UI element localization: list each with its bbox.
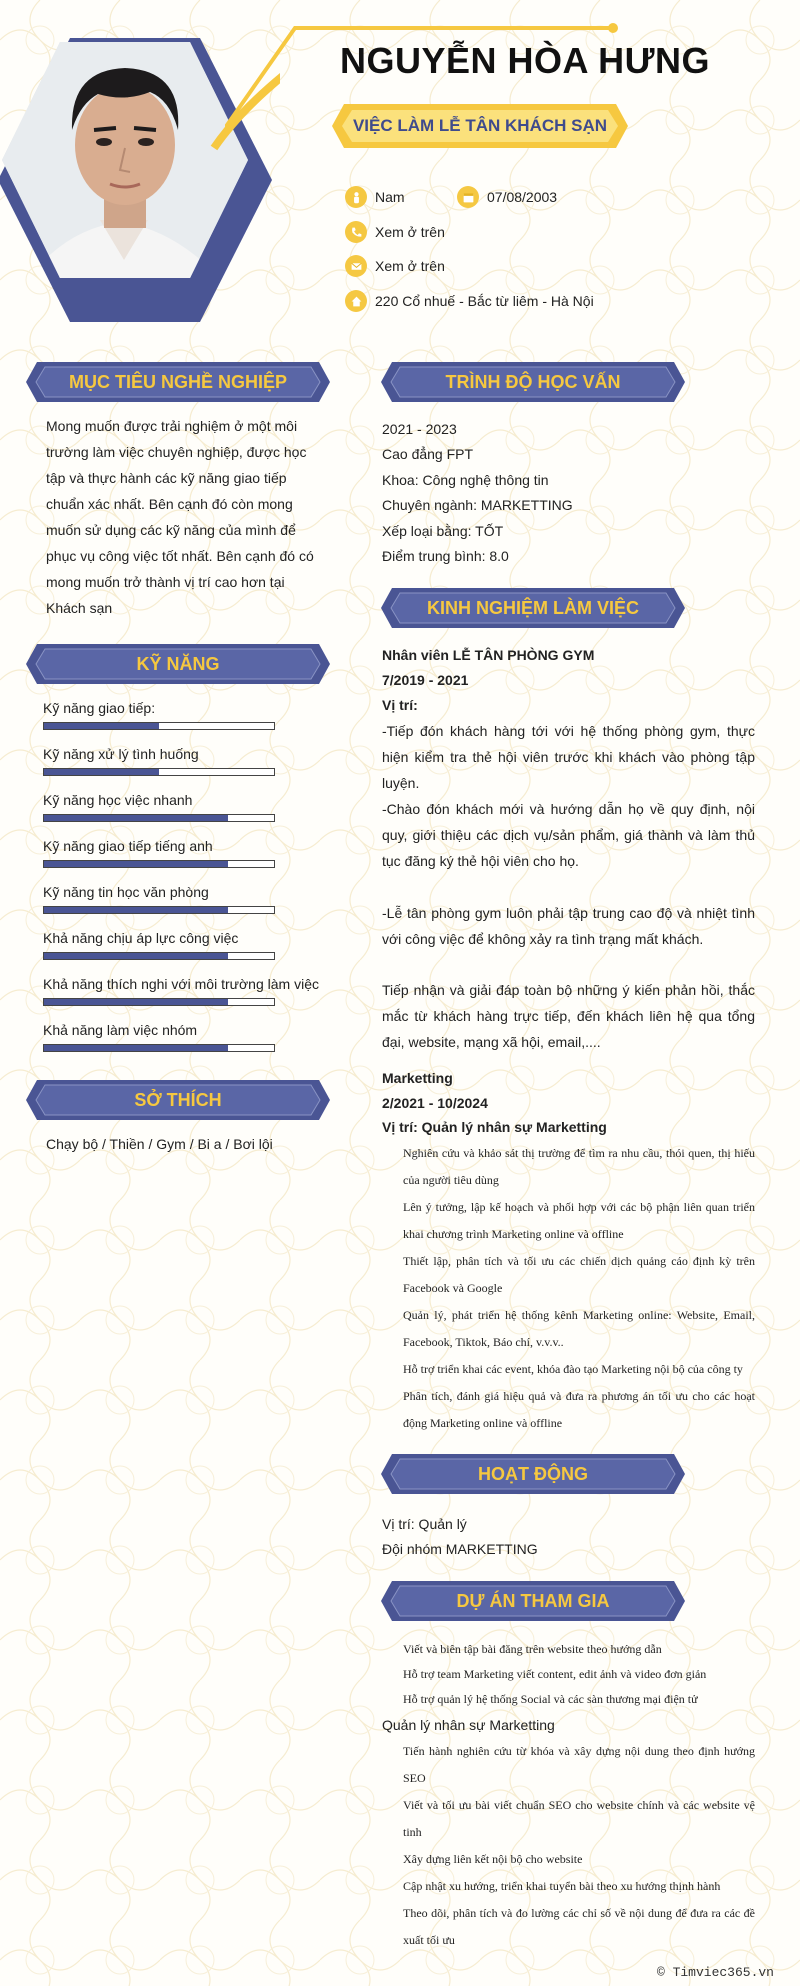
skill-item: Kỹ năng tin học văn phòng <box>43 884 283 914</box>
job1-desc-3: -Lễ tân phòng gym luôn phải tập trung cao độ và nhiệt tình với công việc để không xảy ra tình trạng mất khách. <box>382 905 755 947</box>
calendar-icon <box>457 186 479 208</box>
phone-icon <box>345 221 367 243</box>
skill-bar <box>43 1044 275 1052</box>
ribbon-objective <box>25 360 331 404</box>
skill-item: Khả năng thích nghi với môi trường làm việc <box>43 976 333 1006</box>
candidate-name: NGUYỄN HÒA HƯNG <box>340 40 711 81</box>
activity-line: Vị trí: Quản lý <box>382 1516 467 1532</box>
ribbon-projects <box>380 1579 686 1623</box>
job2-company: Marketting <box>382 1070 453 1086</box>
contact-birthday: 07/08/2003 <box>457 186 557 208</box>
contact-phone: Xem ở trên <box>345 221 445 243</box>
job1-desc-1: -Tiếp đón khách hàng tới với hệ thống phòng gym, thực hiện kiểm tra thẻ hội viên trước khi khách vào phòng tập luyện. <box>382 723 755 791</box>
job2-position: Vị trí: Quản lý nhân sự Marketting <box>382 1119 607 1135</box>
skill-bar <box>43 860 275 868</box>
project-subtitle: Quản lý nhân sự Marketting <box>382 1717 555 1733</box>
job1-position: Vị trí: <box>382 697 418 713</box>
ribbon-hobbies <box>25 1078 331 1122</box>
skill-item: Khả năng làm việc nhóm <box>43 1022 283 1052</box>
skill-bar <box>43 906 275 914</box>
hobbies-text: Chạy bộ / Thiền / Gym / Bi a / Bơi lội <box>46 1136 273 1152</box>
watermark: © Timviec365.vn <box>656 1965 774 1980</box>
home-icon <box>345 290 367 312</box>
job1-company: Nhân viên LỄ TÂN PHÒNG GYM <box>382 647 595 663</box>
skill-item: Kỹ năng học việc nhanh <box>43 792 283 822</box>
section-title-education: TRÌNH ĐỘ HỌC VẤN <box>445 372 621 392</box>
section-title-hobbies: SỞ THÍCH <box>134 1090 222 1110</box>
ribbon-activities <box>380 1452 686 1496</box>
gender-icon <box>345 186 367 208</box>
job1-period: 7/2019 - 2021 <box>382 672 469 688</box>
skill-bar <box>43 814 275 822</box>
section-title-objective: MỤC TIÊU NGHỀ NGHIỆP <box>68 372 287 392</box>
ribbon-experience <box>380 586 686 630</box>
activity-line: Đội nhóm MARKETTING <box>382 1541 538 1557</box>
section-title-projects: DỰ ÁN THAM GIA <box>456 1591 610 1611</box>
job-title-ribbon <box>330 100 630 152</box>
skill-item: Kỹ năng xử lý tình huống <box>43 746 283 776</box>
skill-bar <box>43 998 275 1006</box>
job-title: VIỆC LÀM LỄ TÂN KHÁCH SẠN <box>352 116 608 135</box>
skill-item: Khả năng chịu áp lực công việc <box>43 930 283 960</box>
skill-bar <box>43 722 275 730</box>
skill-item: Kỹ năng giao tiếp: <box>43 700 283 730</box>
section-title-experience: KINH NGHIỆM LÀM VIỆC <box>426 598 639 618</box>
job2-period: 2/2021 - 10/2024 <box>382 1095 488 1111</box>
job1-desc-4: Tiếp nhận và giải đáp toàn bộ những ý kiến phản hồi, thắc mắc từ khách hàng trực tiếp, đến khách liên hệ qua tổng đại, website, mạng xã hội, email,.... <box>382 982 755 1050</box>
ribbon-education <box>380 360 686 404</box>
contact-address: 220 Cổ nhuế - Bắc từ liêm - Hà Nội <box>345 290 594 312</box>
section-title-skills: KỸ NĂNG <box>136 654 220 674</box>
job1-desc-2: -Chào đón khách mới và hướng dẫn họ về quy định, nội quy, giới thiệu các dịch vụ/sản phẩm, giá thành và làm thủ tục đăng ký thẻ hội viên cho họ. <box>382 801 755 869</box>
skill-item: Kỹ năng giao tiếp tiếng anh <box>43 838 283 868</box>
skill-bar <box>43 952 275 960</box>
section-title-activities: HOẠT ĐỘNG <box>478 1464 588 1484</box>
contact-email: Xem ở trên <box>345 255 445 277</box>
ribbon-skills <box>25 642 331 686</box>
contact-gender: Nam <box>345 186 405 208</box>
skill-bar <box>43 768 275 776</box>
email-icon <box>345 255 367 277</box>
